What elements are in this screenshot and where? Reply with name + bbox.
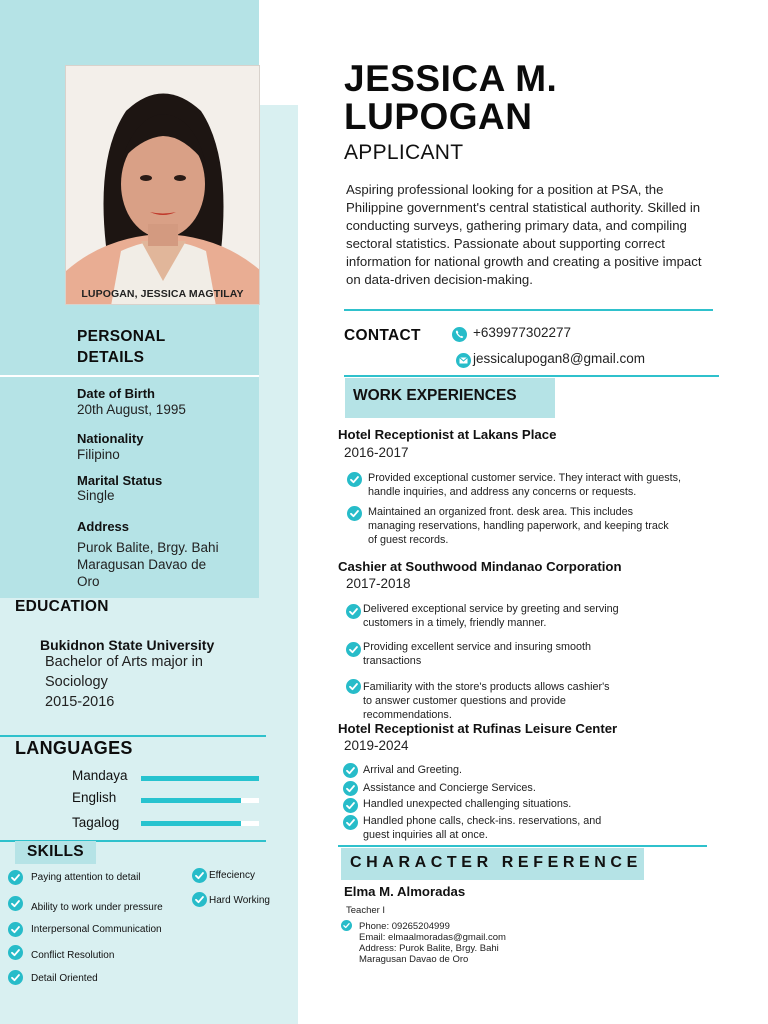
job-bullet: Delivered exceptional service by greeting and serving customers in a timely, friendly manner. [363, 603, 619, 629]
skill-item: Hard Working [209, 895, 270, 906]
skill-item: Paying attention to detail [31, 872, 141, 883]
education-title: EDUCATION [15, 598, 109, 615]
profile-photo [65, 65, 260, 305]
language-bar-fill [141, 798, 241, 803]
email-icon [456, 353, 471, 368]
work-title: WORK EXPERIENCES [353, 387, 517, 404]
check-icon [343, 763, 358, 778]
applicant-role: APPLICANT [344, 141, 464, 164]
skill-item: Effeciency [209, 870, 255, 881]
skill-item: Ability to work under pressure [31, 902, 163, 913]
check-icon [343, 781, 358, 796]
check-icon [341, 920, 352, 931]
check-icon [346, 642, 361, 657]
job-years: 2017-2018 [346, 576, 411, 591]
phone-icon [452, 327, 467, 342]
skill-item: Conflict Resolution [31, 950, 115, 961]
dob-label: Date of Birth [77, 386, 155, 401]
job-bullet: Provided exceptional customer service. They interact with guests, handle inquiries, and address any concerns or requests. [368, 472, 682, 498]
check-icon [8, 896, 23, 911]
reference-title-box [341, 848, 644, 880]
contact-title: CONTACT [344, 327, 421, 344]
contact-email[interactable]: jessicalupogan8@gmail.com [473, 351, 646, 366]
reference-name: Elma M. Almoradas [344, 884, 466, 899]
contact-phone[interactable]: +639977302277 [473, 325, 571, 340]
job-title: Hotel Receptionist at Lakans Place [338, 427, 557, 442]
applicant-name: JESSICA M. LUPOGAN [344, 58, 558, 137]
job-bullet: Assistance and Concierge Services. [363, 782, 536, 794]
skill-item: Detail Oriented [31, 973, 98, 984]
language-bar [141, 798, 259, 803]
contact-divider [344, 375, 719, 377]
personal-details-title: PERSONAL DETAILS [77, 328, 166, 366]
language-bar [141, 776, 259, 781]
check-icon [347, 472, 362, 487]
reference-title: CHARACTER REFERENCE [350, 854, 642, 871]
job-years: 2019-2024 [344, 738, 409, 753]
photo-caption: LUPOGAN, JESSICA MAGTILAY [81, 288, 244, 300]
language-name: Tagalog [72, 815, 120, 830]
work-title-box [345, 378, 555, 418]
language-bar-fill [141, 776, 259, 781]
marital-label: Marital Status [77, 473, 163, 488]
job-bullet: Handled phone calls, check-ins. reservations, and guest inquiries all at once. [363, 815, 602, 841]
language-bar-fill [141, 821, 241, 826]
skills-title: SKILLS [27, 843, 84, 860]
portrait-image [66, 66, 260, 305]
address-value: Purok Balite, Brgy. Bahi Maragusan Davao de Oro [77, 540, 219, 589]
check-icon [343, 798, 358, 813]
personal-divider [0, 375, 259, 377]
check-icon [343, 815, 358, 830]
summary-text: Aspiring professional looking for a position at PSA, the Philippine government's central statistical authority. Skilled in conducting surveys, gathering primary data, and compiling sectoral statistics. Passionate about supporting correct information for national growth and creating a positive impact on data-driven decision-making. [346, 182, 702, 287]
language-bar [141, 821, 259, 826]
job-bullet: Providing excellent service and insuring smooth transactions [363, 641, 592, 667]
marital-value: Single [77, 488, 115, 503]
check-icon [192, 868, 207, 883]
job-bullet: Maintained an organized front. desk area. This includes managing reservations, handling paperwork, and keeping track of guest records. [368, 506, 669, 546]
job-bullet: Familiarity with the store's products allows cashier's to answer customer questions and provide recommendations. [363, 681, 610, 721]
skills-title-box [15, 841, 96, 864]
check-icon [192, 892, 207, 907]
education-divider [0, 735, 266, 737]
work-divider [338, 845, 707, 847]
nationality-value: Filipino [77, 447, 120, 462]
check-icon [8, 970, 23, 985]
education-degree: Bachelor of Arts major in Sociology 2015-2016 [45, 654, 203, 710]
sidebar-accent-strip [259, 105, 298, 1024]
check-icon [347, 506, 362, 521]
check-icon [8, 870, 23, 885]
job-title: Hotel Receptionist at Rufinas Leisure Center [338, 721, 618, 736]
languages-title: LANGUAGES [15, 738, 133, 758]
reference-details: Phone: 09265204999 Email: elmaalmoradas@gmail.com Address: Purok Balite, Brgy. Bahi Maragusan Davao de Oro [359, 921, 506, 965]
job-bullet: Handled unexpected challenging situations. [363, 798, 572, 810]
job-title: Cashier at Southwood Mindanao Corporation [338, 559, 622, 574]
job-bullet: Arrival and Greeting. [363, 764, 463, 776]
check-icon [346, 604, 361, 619]
skill-item: Interpersonal Communication [31, 924, 162, 935]
dob-value: 20th August, 1995 [77, 402, 186, 417]
address-label: Address [77, 519, 130, 534]
nationality-label: Nationality [77, 431, 144, 446]
reference-position: Teacher I [346, 905, 386, 916]
check-icon [8, 945, 23, 960]
language-name: Mandaya [72, 768, 128, 783]
check-icon [8, 922, 23, 937]
summary-divider [344, 309, 713, 311]
check-icon [346, 679, 361, 694]
education-school: Bukidnon State University [40, 637, 215, 653]
language-name: English [72, 790, 117, 805]
job-years: 2016-2017 [344, 445, 409, 460]
